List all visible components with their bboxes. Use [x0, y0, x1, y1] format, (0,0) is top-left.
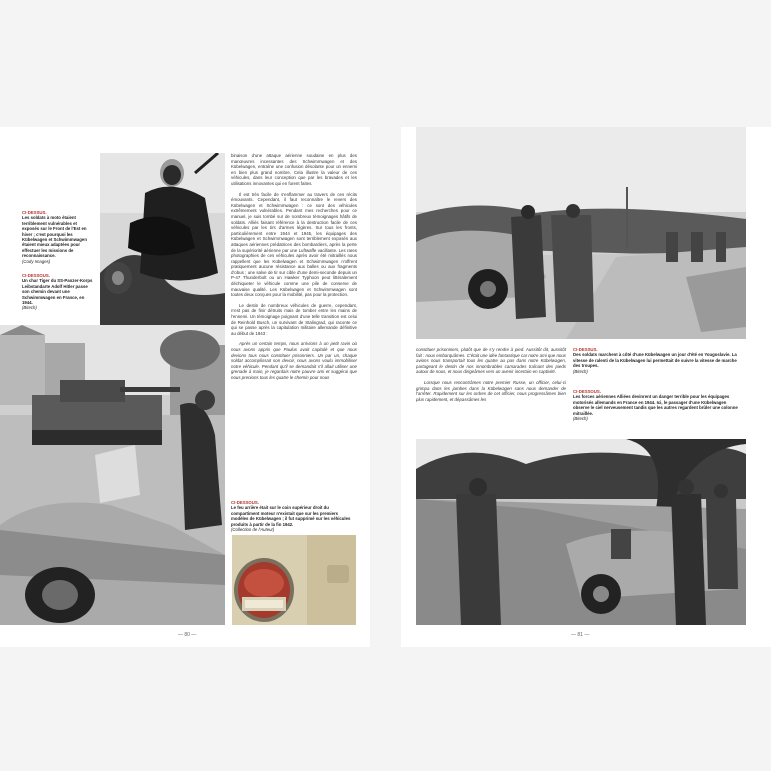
caption-label: CI-DESSOUS. — [22, 273, 50, 278]
caption-road — [573, 347, 743, 374]
caption-text: Un char Tiger du SS-Panzer-Korps Leibstandarte Adolf Hitler passe son chemin devant une Schwimmwagen en France, en 1944. — [22, 278, 93, 306]
caption-label: CI-DESSOUS. — [231, 500, 259, 505]
caption-label: CI-DESSUS. — [573, 347, 598, 352]
caption-label: CI-DESSOUS. — [573, 389, 601, 394]
paragraph: Le destin de nombreux véhicules de guerre, cependant, n'est pas de finir détruits mais de tomber entre les mains de l'ennemi. Un témoignage poignant d'une telle transition est celui de Reinhold Busch, un survivant de Stalingrad, qui raconte ce qui se passe après la capitulation militaire allemande définitive au début de 1943 : — [231, 302, 357, 336]
photo-tiger-tank-schwimmwagen — [0, 325, 225, 625]
caption-taillight — [231, 500, 351, 532]
caption-credit: (Bitech) — [22, 305, 37, 311]
page-number: — 81 — — [571, 632, 590, 638]
caption-text: Les forces aériennes Alliées devinrent un danger terrible pour les équipages motorisés allemands en France en 1944. Ici, le passager d'une Kübelwagen observe le ciel nerveusement tandis que les autres regardent brûler une colonne mitraillée. — [573, 394, 738, 416]
caption-credit: (Bitech) — [573, 368, 588, 374]
page-number: — 80 — — [178, 632, 197, 638]
caption-text: Le feu arrière était sur le coin supérieur droit du compartiment moteur n'existait que sur les premiers modèles de Kübelwagen ; il fut supprimé sur les véhicules produits à partir de la fin 1942. — [231, 505, 351, 527]
photo-soldiers-road-kubelwagen — [416, 127, 746, 339]
quote-paragraph: constituer prisonniers, plutôt que de s'y rendre à pied. Aussitôt dit, aussitôt fait : nous embarquâmes. C'était une idée fantastique car notre ami que nous avions nous transportait tous les quatre au pas dans notre Kübelwagen, partageant le destin de nos innombrables camarades traînant des pieds autour de nous, et nous dirigeâmes vers un avenir incertain en captivité. — [416, 347, 566, 375]
caption-credit: (Bitech) — [573, 416, 588, 422]
photo-kubelwagen-taillight — [232, 535, 356, 625]
quote-paragraph: Après un certain temps, nous arrivions à un petit ravin où nous avons appris que Paulus avait capitulé et que nous devions tous nous constituer prisonniers. Un par un, chaque soldat accomplissait son devoir, nous avons voulu immobiliser notre véhicule. Pendant qu'il se demandait s'il allait utiliser une grenade à main, je regardais notre pauvre ami et suggérai que nous prenions tous les quatre le chemin pour nous — [231, 341, 357, 380]
paragraph: binaison d'une attaque aérienne soudaine en plus des manœuvres incessantes des Schwimmwagen et des Kübelwagen, entraîne une confusion désolante pour un ennemi en bien plus grand nombre. Cela illustre la valeur de ces véhicules, dans leur conception que par les bravades et les utilisations innovantes qui en furent faites. — [231, 153, 357, 186]
paragraph: Il est très facile de s'enflammer au travers de ces récits émouvants. Cependant, il faut reconnaître le revers des Kübelwagen et Schwimmwagen : ce sont des véhicules extrêmement vulnérables. Pendant mes recherches pour ce manuel, je suis tombé sur de nombreux témoignages hâtifs de soldats. Alliés faisant référence à la destruction facile de ces véhicules par les tirs d'armes légères. Sur tous les fronts, particulièrement entre 1944 et 1945, les équipages des Kübelwagen et Schwimmwagen sont terriblement exposés aux attaques aériennes prédatrices des bombardiers, après la perte de la supériorité aérienne par une Luftwaffe vacillante. Les rares photographies de ces véhicules après avoir été mitraillés nous rappellent que les Kübelwagen et Schwimmwagen n'offrent pratiquement aucune résistance aux balles ou aux fragments d'obus ; une salve de tir sur cible d'une demi-seconde depuis un P-47 Thunderbolt ou un Hawker Typhoon peut littéralement déchiqueter le véhicule comme une pile de conserve de mauvaise qualité. Les Kübelwagen et Schwimmwagen sont toutes deux conçues pour la mobilité, pas pour la protection. — [231, 191, 357, 298]
left-body-text — [231, 153, 357, 386]
caption-credit: (Cody Images) — [22, 258, 51, 264]
right-page — [401, 127, 771, 647]
left-page — [0, 127, 370, 647]
caption-motorcyclist — [22, 210, 95, 264]
quote-paragraph: Lorsque nous rencontrâmes notre premier Russe, un officier, celui-ci grimpa dans les jambes dans la Kübelwagen sans nous demander de l'arrêter. Rapidement sur les ordres de cet officier, nous progressâmes bien plus rapidement, et dépassâmes les — [416, 379, 566, 402]
caption-tiger — [22, 273, 95, 311]
photo-soldier-winter-motorcycle — [100, 153, 225, 325]
caption-text: Les soldats à moto étaient terriblement vulnérables et exposés sur le Front de l'Est en hiver ; c'est pourquoi les Kübelwagen et Schwimmwagen étaient mieux adaptées pour effectuer les missions de reconnaissance. — [22, 215, 87, 259]
right-body-text — [416, 347, 566, 407]
caption-label: CI-DESSUS. — [22, 210, 47, 215]
caption-text: Des soldats marchent à côté d'une Kübelwagen un jour d'été en Yougoslavie. La vitesse de ralenti de la Kübelwagen lui permettait de suivre la vitesse de marche des troupes. — [573, 352, 737, 369]
caption-field — [573, 389, 743, 421]
caption-credit: (Collection de l'Auteur) — [231, 527, 275, 533]
photo-soldiers-field-kubelwagen — [416, 439, 746, 625]
